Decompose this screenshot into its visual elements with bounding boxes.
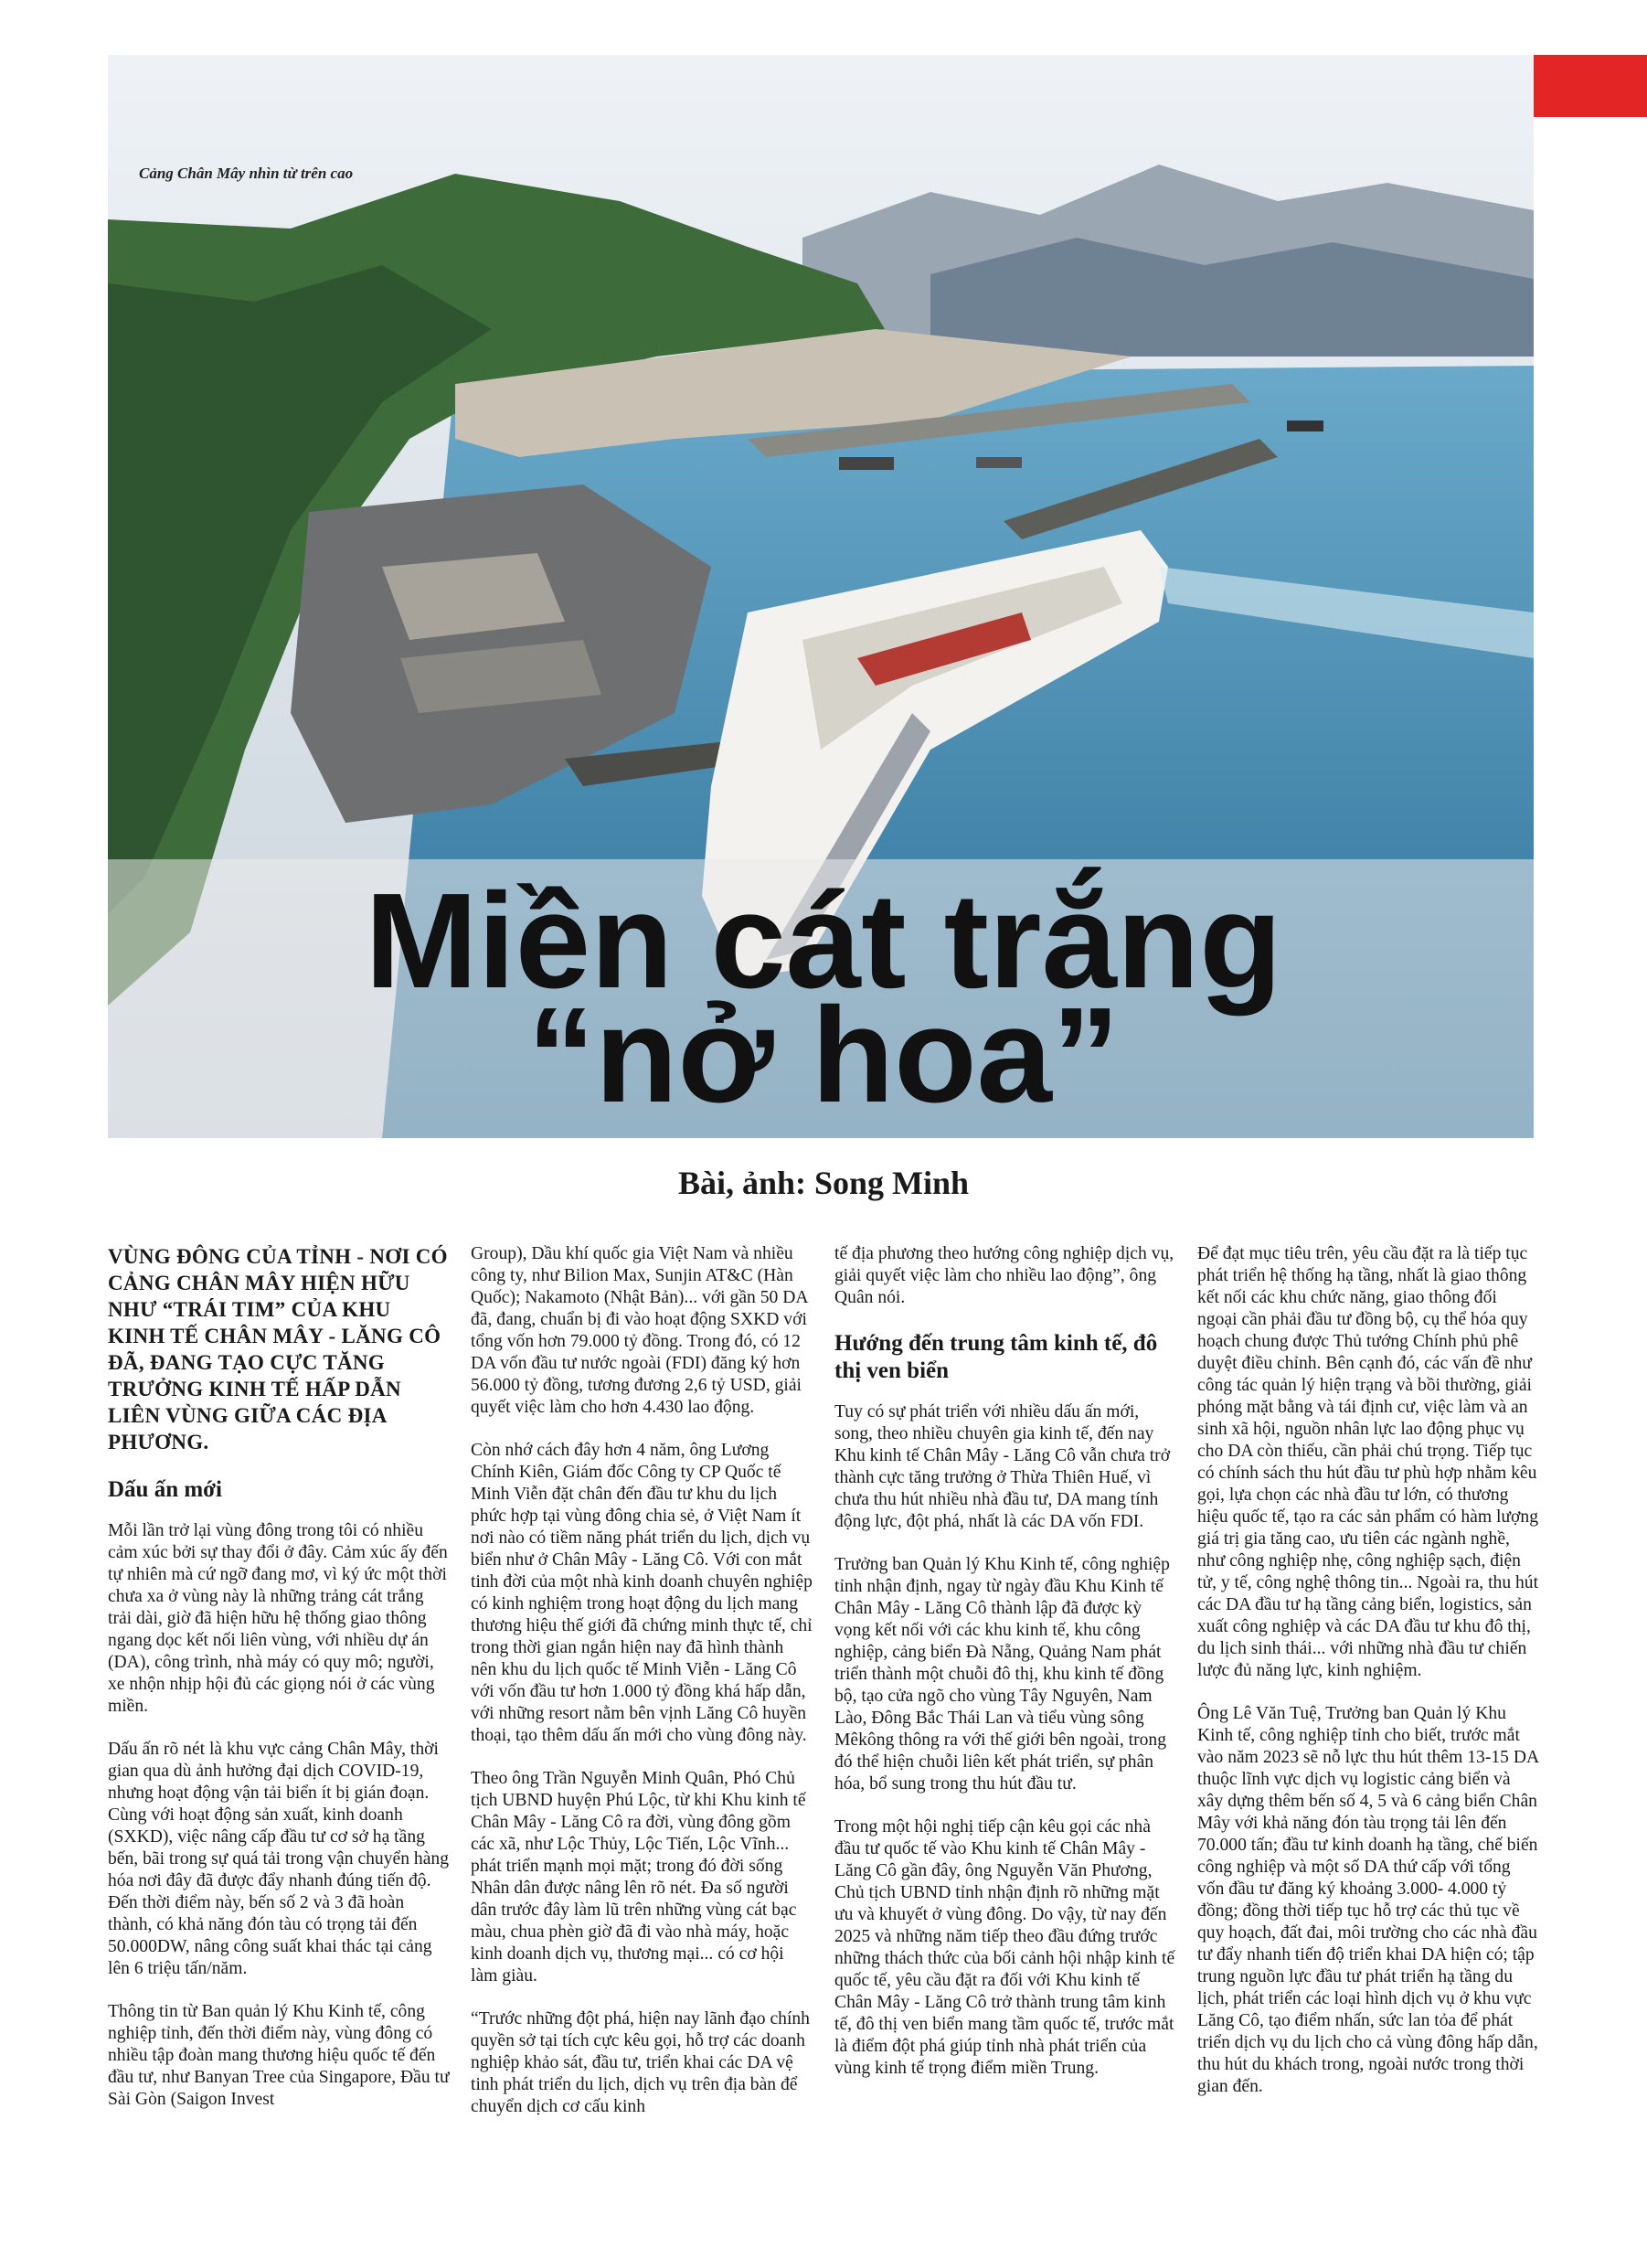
subheading-trung-tam-kinh-te: Hướng đến trung tâm kinh tế, đô thị ven biển	[834, 1331, 1158, 1383]
paragraph: Group), Dầu khí quốc gia Việt Nam và nhiều công ty, như Bilion Max, Sunjin AT&C (Hàn Quốc); Nakamoto (Nhật Bản)... với gần 50 DA đã, đang, chuẩn bị đi vào hoạt động SXKD với tổng vốn hơn 79.000 tỷ đồng. Trong đó, có 12 DA vốn đầu tư nước ngoài (FDI) đăng ký hơn 56.000 tỷ đồng, tương đương 2,6 tỷ USD, giải quyết việc làm cho hơn 4.430 lao động.	[471, 1244, 808, 1417]
paragraph: tế địa phương theo hướng công nghiệp dịch vụ, giải quyết việc làm cho nhiều lao động”, ông Quân nói.	[834, 1244, 1174, 1307]
article-column-4	[1197, 1243, 1540, 2119]
article-column-2	[471, 1243, 813, 2139]
paragraph: Trong một hội nghị tiếp cận kêu gọi các nhà đầu tư quốc tế vào Khu kinh tế Chân Mây - Lăng Cô gần đây, ông Nguyễn Văn Phương, Chủ tịch UBND tỉnh nhận định rõ những mặt ưu và khuyết ở vùng đông. Do vậy, từ nay đến 2025 và những năm tiếp theo đầu đứng trước những thách thức của bối cảnh hội nhập kinh tế quốc tế, yêu cầu đặt ra đối với Khu kinh tế Chân Mây - Lăng Cô trở thành trung tâm kinh tế, đô thị ven biển mang tầm quốc tế, trước mắt là điểm đột phá giúp tỉnh nhà phát triển của vùng kinh tế trọng điểm miền Trung.	[834, 1817, 1175, 2078]
paragraph: Trưởng ban Quản lý Khu Kinh tế, công nghiệp tỉnh nhận định, ngay từ ngày đầu Khu Kinh tế Chân Mây - Lăng Cô thành lập đã được kỳ vọng kết nối với các khu kinh tế, khu công nghiệp, cảng biển Đà Nẵng, Quảng Nam phát triển thành một chuỗi đô thị, khu kinh tế đồng bộ, tạo cửa ngõ cho vùng Tây Nguyên, Nam Lào, Đông Bắc Thái Lan và tiểu vùng sông Mêkông thông ra với thế giới bên ngoài, trong đó thể hiện chuỗi liên kết phát triển, sự phân hóa, bổ sung trong thu hút đầu tư.	[834, 1555, 1170, 1794]
paragraph: “Trước những đột phá, hiện nay lãnh đạo chính quyền sở tại tích cực kêu gọi, hỗ trợ các doanh nghiệp khảo sát, đầu tư, triển khai các DA vệ tinh phát triển du lịch, dịch vụ trên địa bàn để chuyển dịch cơ cấu kinh	[471, 2009, 810, 2116]
paragraph: Theo ông Trần Nguyễn Minh Quân, Phó Chủ tịch UBND huyện Phú Lộc, từ khi Khu kinh tế Chân Mây - Lăng Cô ra đời, vùng đông gồm các xã, như Lộc Thủy, Lộc Tiến, Lộc Vĩnh... phát triển mạnh mọi mặt; trong đó đời sống Nhân dân được nâng lên rõ nét. Đa số người dân trước đây làm lũ trên những vùng cát bạc màu, chua phèn giờ đã đi vào nhà máy, hoặc kinh doanh dịch vụ, thương mại... có cơ hội làm giàu.	[471, 1769, 806, 1986]
headline-line-2: “nở hoa”	[527, 980, 1120, 1131]
paragraph: Ông Lê Văn Tuệ, Trưởng ban Quản lý Khu Kinh tế, công nghiệp tỉnh cho biết, trước mắt vào năm 2023 sẽ nỗ lực thu hút thêm 13-15 DA thuộc lĩnh vực dịch vụ logistic cảng biển và xây dựng thêm bến số 4, 5 và 6 cảng biển Chân Mây với khả năng đón tàu trọng tải lên đến 70.000 tấn; đầu tư kinh doanh hạ tầng, chế biến công nghiệp và một số DA thứ cấp với tổng vốn đầu tư đăng ký khoảng 3.000- 4.000 tỷ đồng; đồng thời tiếp tục hỗ trợ các thủ tục về quy hoạch, đất đai, môi trường cho các nhà đầu tư đẩy nhanh tiến độ triển khai DA hiện có; tập trung nguồn lực đầu tư phát triển hạ tầng du lịch, phát triển các loại hình dịch vụ ở khu vực Lăng Cô, tạo điểm nhấn, sức lan tỏa để phát triển dịch vụ du lịch cho cả vùng đông hấp dẫn, thu hút du khách trong, ngoài nước trong thời gian đến.	[1197, 1704, 1539, 2096]
headline-line-1: Miền cát trắng	[365, 866, 1282, 1017]
article-column-3	[834, 1243, 1177, 2101]
subheading-dau-an-moi: Dấu ấn mới	[108, 1477, 222, 1502]
article-column-1	[108, 1243, 451, 2132]
paragraph: Còn nhớ cách đây hơn 4 năm, ông Lương Chính Kiên, Giám đốc Công ty CP Quốc tế Minh Viễn đặt chân đến đầu tư khu du lịch phức hợp tại vùng đông chia sẻ, ở Việt Nam ít nơi nào có tiềm năng phát triển du lịch, dịch vụ biển như ở Chân Mây - Lăng Cô. Với con mắt tinh đời của một nhà kinh doanh chuyên nghiệp có kinh nghiệm trong hoạt động du lịch mang thương hiệu thế giới đã chứng minh thực tế, chỉ trong thời gian ngắn hiện nay đã hình thành nên khu du lịch quốc tế Minh Viễn - Lăng Cô với vốn đầu tư hơn 1.000 tỷ đồng khá hấp dẫn, với những resort nằm bên vịnh Lăng Cô huyền thoại, tạo thêm dấu ấn mới cho vùng đông này.	[471, 1441, 813, 1745]
byline: Bài, ảnh: Song Minh	[677, 1165, 970, 1201]
paragraph: Dấu ấn rõ nét là khu vực cảng Chân Mây, thời gian qua dù ảnh hưởng đại dịch COVID-19, nhưng hoạt động vận tải biển ít bị gián đoạn. Cùng với hoạt động sản xuất, kinh doanh (SXKD), việc nâng cấp đầu tư cơ sở hạ tầng bến, bãi trong sự quá tải trong vận chuyển hàng hóa nơi đây đã được đẩy nhanh đúng tiến độ. Đến thời điểm này, bến số 2 và 3 đã hoàn thành, có khả năng đón tàu có trọng tải đến 50.000DW, nâng công suất khai thác tại cảng lên 6 triệu tấn/năm.	[108, 1740, 450, 1978]
paragraph: Mỗi lần trở lại vùng đông trong tôi có nhiều cảm xúc bởi sự thay đổi ở đây. Cảm xúc ấy đến tự nhiên mà cứ ngỡ đang mơ, vì ký ức một thời chưa xa ở vùng này là những trảng cát trắng trải dài, giờ đã hiện hữu hệ thống giao thông ngang dọc kết nối liên vùng, với nhiều dự án (DA), công trình, nhà máy có quy mô; người, xe nhộn nhịp hội đủ các giọng nói ở các vùng miền.	[108, 1521, 448, 1716]
paragraph: Để đạt mục tiêu trên, yêu cầu đặt ra là tiếp tục phát triển hệ thống hạ tầng, nhất là giao thông kết nối các khu chức năng, giao thông đối ngoại cần phải đầu tư đồng bộ, cụ thể hóa quy hoạch chung được Thủ tướng Chính phủ phê duyệt điều chỉnh. Bên cạnh đó, các vấn đề như công tác quản lý hiện trạng và bồi thường, giải phóng mặt bằng và tái định cư, việc làm và an sinh xã hội, nguồn nhân lực lao động phục vụ cho DA còn thiếu, cần phải chú trọng. Tiếp tục có chính sách thu hút đầu tư phù hợp nhằm kêu gọi, lựa chọn các nhà đầu tư lớn, có thương hiệu quốc tế, tạo ra các sản phẩm có hàm lượng giá trị gia tăng cao, ưu tiên các ngành nghề, như công nghiệp nhẹ, công nghiệp sạch, điện tử, y tế, công nghệ thông tin... Ngoài ra, thu hút các DA đầu tư hạ tầng cảng biển, logistics, sản xuất công nghiệp và các DA đầu tư khu đô thị, du lịch sinh thái... với những nhà đầu tư chiến lược đủ năng lực, kinh nghiệm.	[1197, 1244, 1539, 1680]
photo-caption: Cảng Chân Mây nhìn từ trên cao	[139, 165, 354, 182]
lead-paragraph: VÙNG ĐÔNG CỦA TỈNH - NƠI CÓ CẢNG CHÂN MÂY HIỆN HỮU NHƯ “TRÁI TIM” CỦA KHU KINH TẾ CHÂN MÂY - LĂNG CÔ ĐÃ, ĐANG TẠO CỰC TĂNG TRƯỞNG KINH TẾ HẤP DẪN LIÊN VÙNG GIỮA CÁC ĐỊA PHƯƠNG.	[108, 1245, 448, 1453]
paragraph: Thông tin từ Ban quản lý Khu Kinh tế, công nghiệp tỉnh, đến thời điểm này, vùng đông có nhiều tập đoàn mang thương hiệu quốc tế đến đầu tư, như Banyan Tree của Singapore, Đầu tư Sài Gòn (Saigon Invest	[108, 2002, 450, 2109]
paragraph: Tuy có sự phát triển với nhiều dấu ấn mới, song, theo nhiều chuyên gia kinh tế, đến nay Khu kinh tế Chân Mây - Lăng Cô vẫn chưa trở thành cực tăng trưởng ở Thừa Thiên Huế, vì chưa thu hút nhiều nhà đầu tư, DA mang tính động lực, đột phá, nhất là các DA vốn FDI.	[834, 1402, 1171, 1531]
